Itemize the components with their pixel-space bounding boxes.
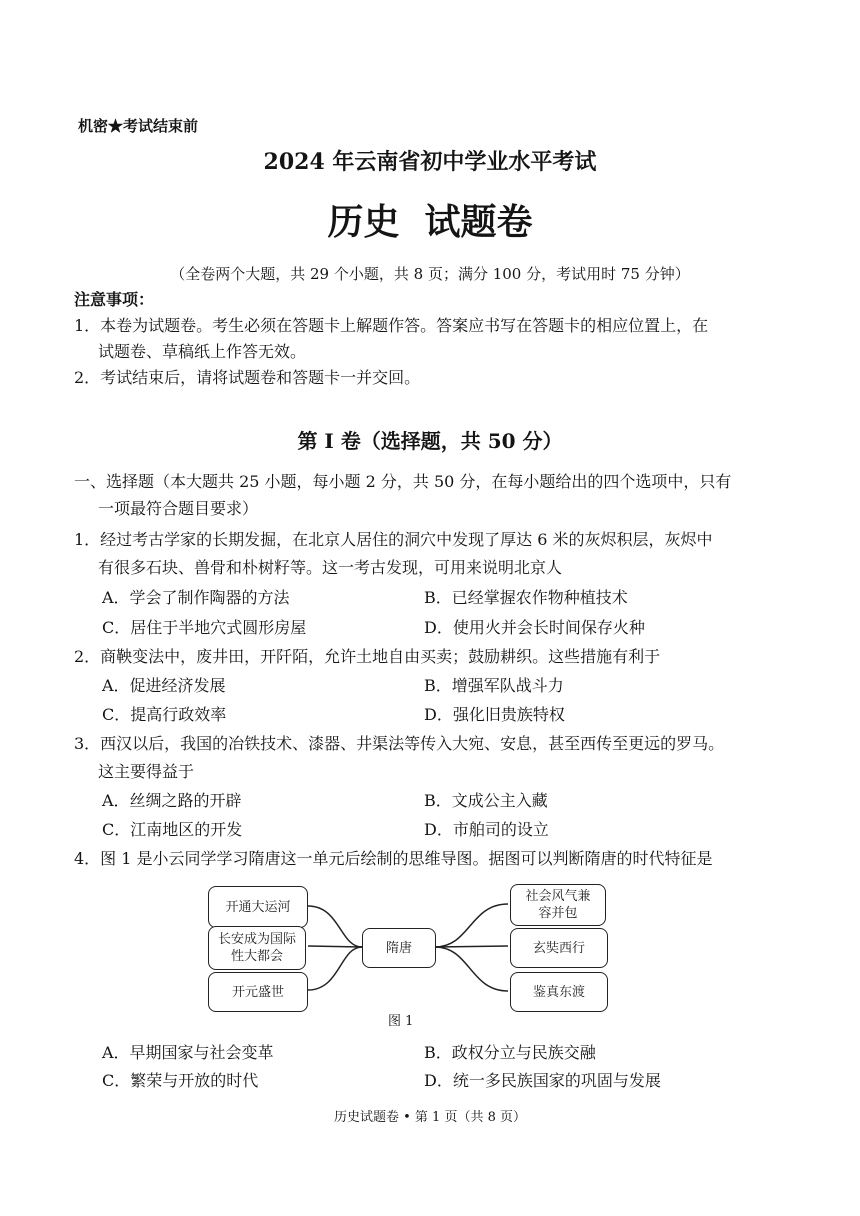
paper-title: 历史 试题卷 [327,201,533,243]
notes-heading: 注意事项： [74,290,155,309]
mindmap-node-jianzhen-voyage: 鉴真东渡 [510,972,608,1012]
exam-info: （全卷两个大题，共 29 个小题，共 8 页；满分 100 分，考试用时 75 分钟） [170,265,690,283]
question-4-option-b[interactable]: B．政权分立与民族交融 [424,1043,596,1062]
question-1-option-a[interactable]: A．学会了制作陶器的方法 [102,588,290,607]
mindmap-node-grand-canal: 开通大运河 [208,886,308,928]
figure-caption: 图 1 [388,1014,414,1029]
question-2-option-a[interactable]: A．促进经济发展 [102,676,226,695]
question-2-option-b[interactable]: B．增强军队战斗力 [424,676,564,695]
question-3-option-a[interactable]: A．丝绸之路的开辟 [102,791,242,810]
question-1-stem-line-1: 1．经过考古学家的长期发掘，在北京人居住的洞穴中发现了厚达 6 米的灰烬积层，灰烬中 [74,530,713,549]
mindmap-node-xuanzang-journey: 玄奘西行 [510,928,608,968]
confidential-label: 机密★考试结束前 [78,117,199,135]
section-instruction-line-1: 一、选择题（本大题共 25 小题，每小题 2 分，共 50 分，在每小题给出的四个选项中，只有 [74,472,732,491]
section-title: 第 I 卷（选择题，共 50 分） [297,429,563,453]
question-3-stem-line-1: 3．西汉以后，我国的冶铁技术、漆器、井渠法等传入大宛、安息，甚至西传至更远的罗马。 [74,734,725,753]
question-2-option-d[interactable]: D．强化旧贵族特权 [424,705,565,724]
question-4-option-a[interactable]: A．早期国家与社会变革 [102,1043,274,1062]
section-instruction-line-2: 一项最符合题目要求） [98,499,259,518]
question-1-stem-line-2: 有很多石块、兽骨和朴树籽等。这一考古发现，可用来说明北京人 [98,558,563,577]
note-item-1-line-2: 试题卷、草稿纸上作答无效。 [98,342,307,361]
question-2-stem-line-1: 2．商鞅变法中，废井田，开阡陌，允许土地自由买卖；鼓励耕织。这些措施有利于 [74,647,661,666]
question-4-option-c[interactable]: C．繁荣与开放的时代 [102,1071,259,1090]
mindmap-node-changan-metropolis: 长安成为国际性大都会 [208,926,306,970]
mindmap-center-node: 隋唐 [362,928,436,968]
question-2-option-c[interactable]: C．提高行政效率 [102,705,227,724]
exam-title: 2024 年云南省初中学业水平考试 [263,149,597,175]
page-footer: 历史试题卷 • 第 1 页（共 8 页） [333,1110,526,1125]
question-3-option-c[interactable]: C．江南地区的开发 [102,820,243,839]
question-3-option-b[interactable]: B．文成公主入藏 [424,791,548,810]
question-4-stem-line-1: 4．图 1 是小云同学学习隋唐这一单元后绘制的思维导图。据图可以判断隋唐的时代特征是 [74,849,713,868]
question-3-stem-line-2: 这主要得益于 [98,762,195,781]
question-1-option-c[interactable]: C．居住于半地穴式圆形房屋 [102,618,307,637]
note-item-2: 2．考试结束后，请将试题卷和答题卡一并交回。 [74,368,421,387]
note-item-1-line-1: 1．本卷为试题卷。考生必须在答题卡上解题作答。答案应书写在答题卡的相应位置上，在 [74,316,709,335]
question-1-option-d[interactable]: D．使用火并会长时间保存火种 [424,618,645,637]
question-4-option-d[interactable]: D．统一多民族国家的巩固与发展 [424,1071,661,1090]
mindmap-node-social-atmosphere: 社会风气兼容并包 [510,884,606,926]
question-1-option-b[interactable]: B．已经掌握农作物种植技术 [424,588,628,607]
question-3-option-d[interactable]: D．市舶司的设立 [424,820,549,839]
mindmap-node-kaiyuan-prosperity: 开元盛世 [208,972,308,1012]
